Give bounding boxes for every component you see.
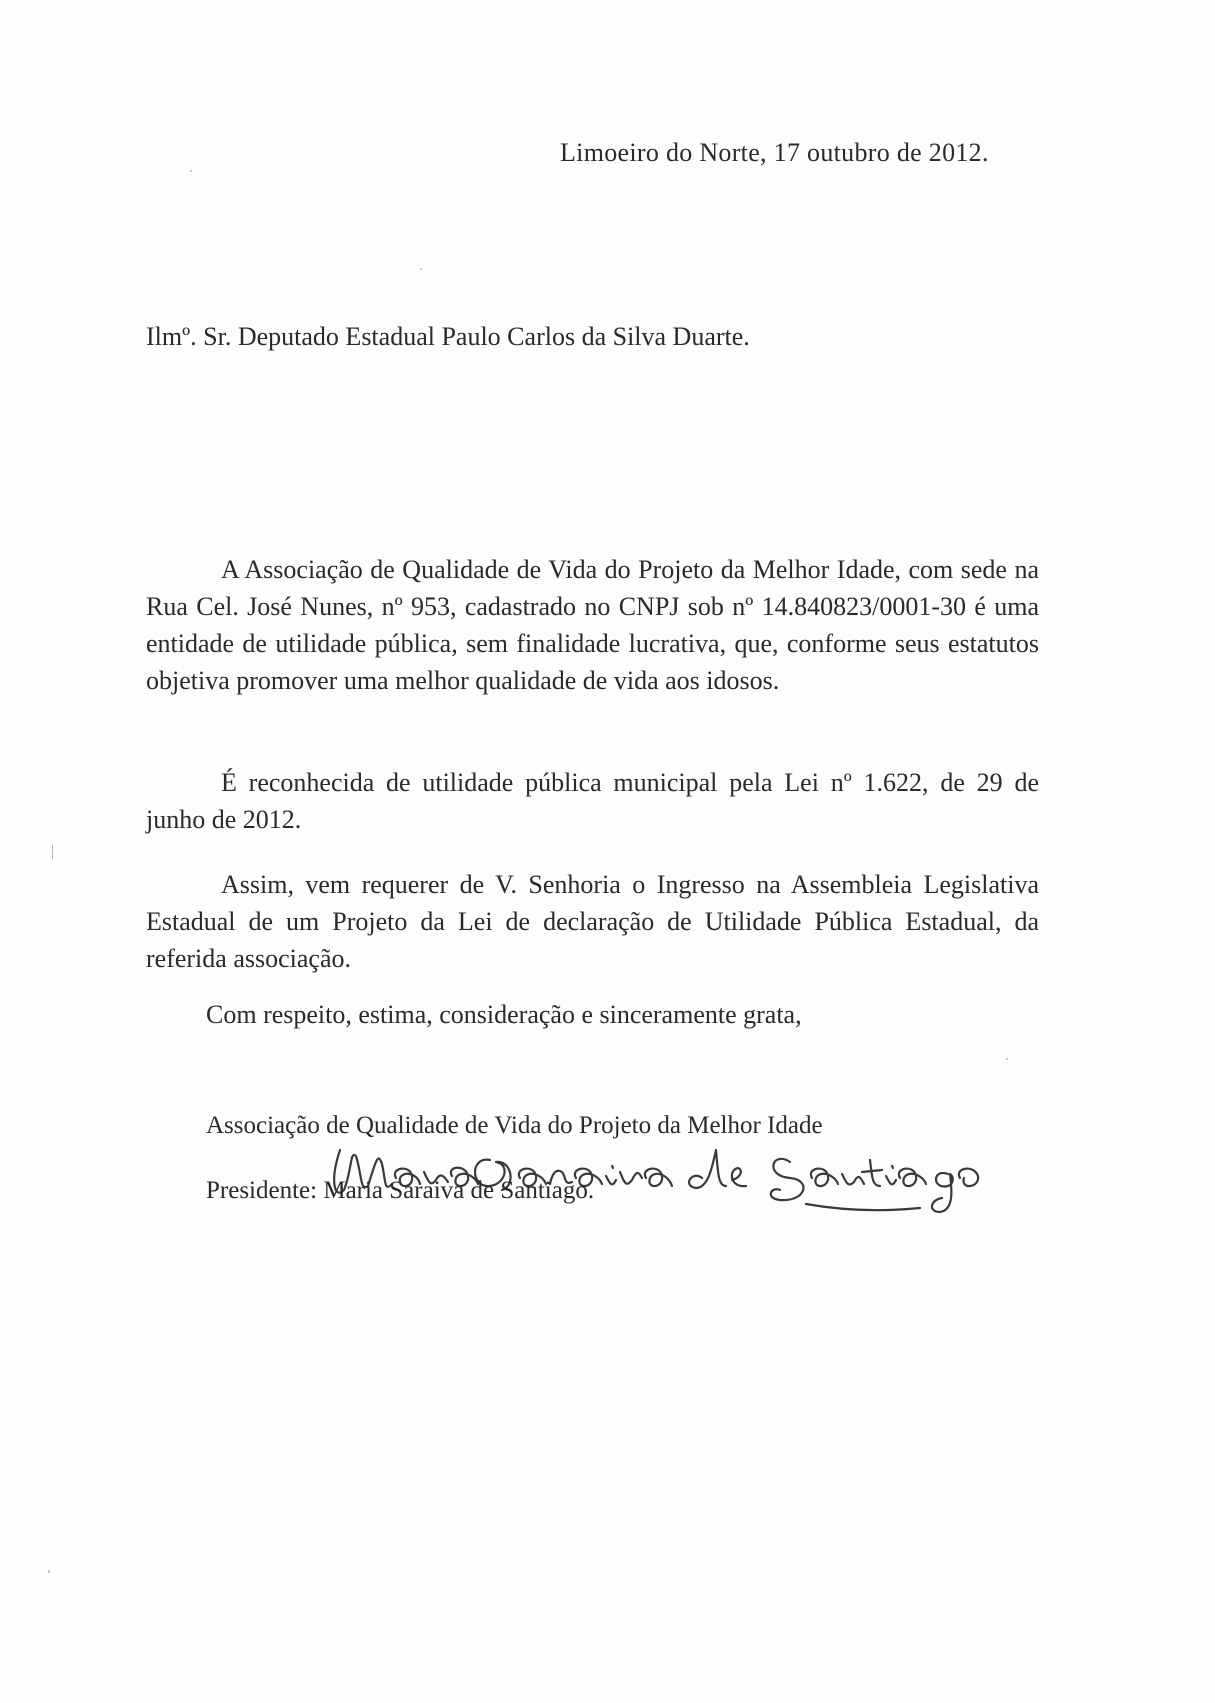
closing-line: Com respeito, estima, consideração e sinceramente grata, [206,1000,802,1029]
handwritten-signature [320,1120,1000,1220]
paragraph-text: A Associação de Qualidade de Vida do Projeto da Melhor Idade, com sede na Rua Cel. José Nunes, nº 953, cadastrado no CNPJ sob nº 14.840823/0001-30 é uma entidade de utilidade pública, sem finalidade lucrativa, que, conforme seus estatutos objetiva promover uma melhor qualidade de vida aos idosos. [146,555,1039,695]
paragraph-request [146,866,1039,977]
scan-speck [1006,1058,1008,1060]
scan-speck [190,170,192,172]
paragraph-text: É reconhecida de utilidade pública municipal pela Lei nº 1.622, de 29 de junho de 2012. [146,768,1039,834]
organization-name: Associação de Qualidade de Vida do Projeto da Melhor Idade [206,1112,823,1139]
date-line: Limoeiro do Norte, 17 outubro de 2012. [560,138,989,167]
scan-speck [420,268,422,270]
scan-speck [48,1570,50,1573]
paragraph-association [146,551,1039,699]
addressee-line: Ilmº. Sr. Deputado Estadual Paulo Carlos da Silva Duarte. [146,322,750,351]
scan-speck [52,845,53,859]
paragraph-municipal-law [146,764,1039,838]
paragraph-text: Assim, vem requerer de V. Senhoria o Ingresso na Assembleia Legislativa Estadual de um Projeto da Lei de declaração de Utilidade Pública Estadual, da referida associação. [146,870,1039,973]
president-name: Presidente: Maria Saraiva de Santiago. [206,1177,595,1204]
